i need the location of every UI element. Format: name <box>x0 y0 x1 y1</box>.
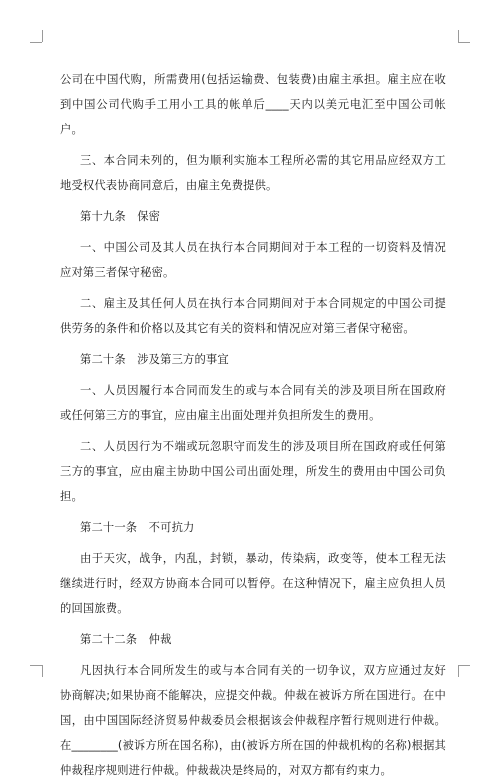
crop-mark-bottom-left-h <box>30 665 42 666</box>
paragraph-clause-20-2: 二、人员因行为不端或玩忽职守而发生的涉及项目所在国政府或任何第三方的事宜，应由雇主协助中国公司出面处理，所发生的费用由中国公司负担。 <box>60 440 446 503</box>
document-body <box>60 67 446 783</box>
paragraph-force-majeure: 由于天灾，战争，内乱，封锁，暴动，传染病，政变等，使本工程无法继续进行时，经双方协商本合同可以暂停。在这种情况下，雇主应负担人员的回国旅费。 <box>60 552 446 615</box>
crop-mark-bottom-left-v <box>42 665 43 677</box>
heading-article-19: 第十九条 保密 <box>80 210 161 223</box>
crop-mark-top-right-v <box>458 30 459 42</box>
heading-article-22: 第二十二条 仲裁 <box>80 633 172 646</box>
paragraph-continuation: 公司在中国代购，所需费用(包括运输费、包装费)由雇主承担。雇主应在收到中国公司代购手工用小工具的帐单后____天内以美元电汇至中国公司帐户。 <box>60 73 446 136</box>
crop-mark-top-right-h <box>458 42 470 43</box>
crop-mark-top-left-v <box>42 30 43 42</box>
crop-mark-bottom-right-v <box>458 665 459 677</box>
heading-article-21: 第二十一条 不可抗力 <box>80 521 195 534</box>
paragraph-clause-18-3: 三、本合同未列的，但为顺利实施本工程所必需的其它用品应经双方工地受权代表协商同意后，由雇主免费提供。 <box>60 154 446 192</box>
paragraph-clause-19-2: 二、雇主及其任何人员在执行本合同期间对于本合同规定的中国公司提供劳务的条件和价格以及其它有关的资料和情况应对第三者保守秘密。 <box>60 297 446 335</box>
crop-mark-bottom-right-h <box>458 665 470 666</box>
paragraph-clause-20-1: 一、人员因履行本合同而发生的或与本合同有关的涉及项目所在国政府或任何第三方的事宜，应由雇主出面处理并负担所发生的费用。 <box>60 384 446 422</box>
heading-article-20: 第二十条 涉及第三方的事宜 <box>80 353 229 366</box>
paragraph-arbitration: 凡因执行本合同所发生的或与本合同有关的一切争议，双方应通过友好协商解决;如果协商不能解决，应提交仲裁。仲裁在被诉方所在国进行。在中国，由中国国际经济贸易仲裁委员会根据该会仲裁程序暂行规则进行仲裁。在________(被诉方所在国名称)，由(被诉方所在国的仲裁机构的名称)根据其仲裁程序规则进行仲裁。仲裁裁决是终局的，对双方都有约束力。 <box>60 664 446 777</box>
crop-mark-top-left-h <box>30 42 42 43</box>
paragraph-clause-19-1: 一、中国公司及其人员在执行本合同期间对于本工程的一切资料及情况应对第三者保守秘密。 <box>60 241 446 279</box>
